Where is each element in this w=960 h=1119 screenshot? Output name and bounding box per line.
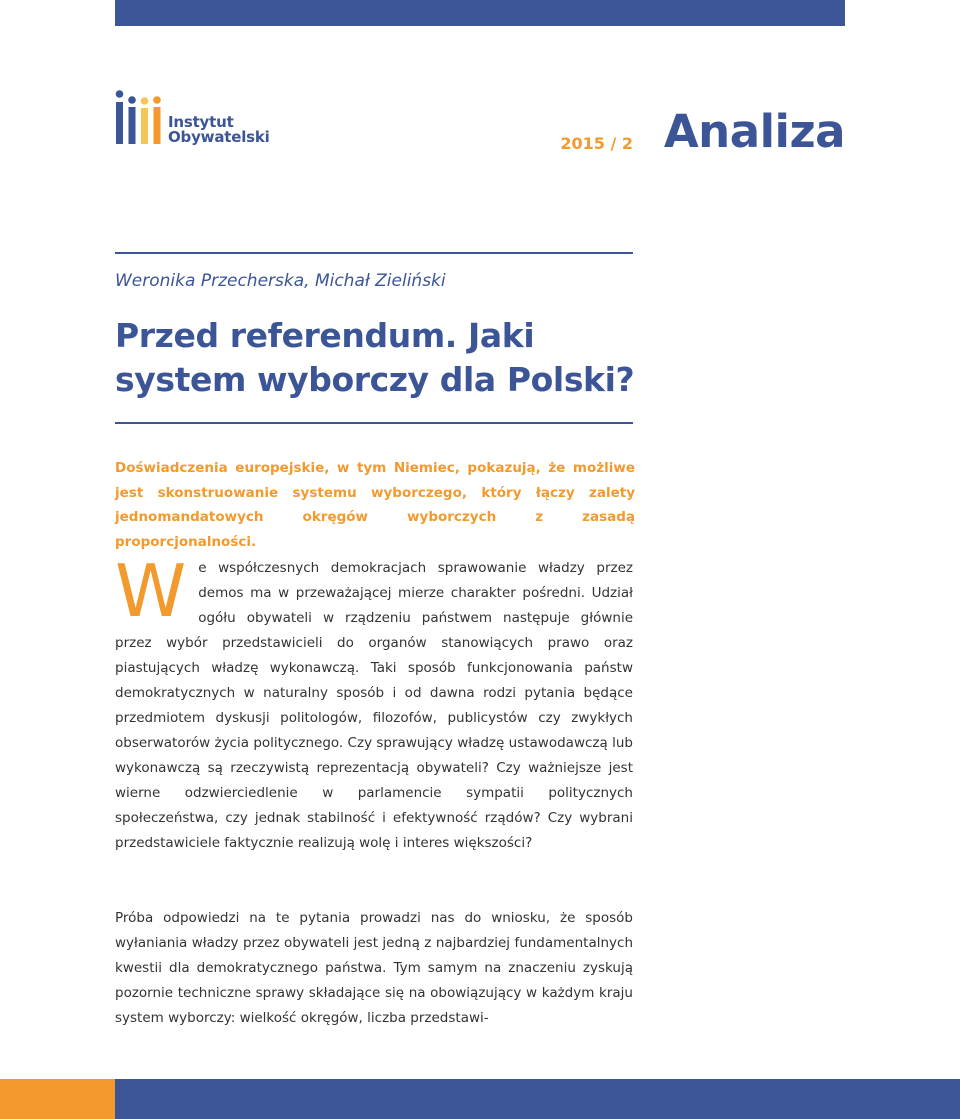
authors: Weronika Przecherska, Michał Zieliński — [115, 271, 446, 291]
instytut-obywatelski-logo — [115, 90, 285, 150]
footer-bar — [0, 1079, 960, 1119]
footer-accent — [0, 1079, 115, 1119]
body-paragraph-1 — [115, 549, 633, 856]
people-logo-icon — [115, 90, 165, 148]
document-type: Analiza — [663, 105, 845, 158]
logo-wordmark — [168, 115, 270, 145]
drop-cap: W — [115, 549, 187, 633]
body-paragraph-1-text: e współczesnych demokracjach sprawowanie władzy przez demos ma w przeważającej mierze charakter pośredni. Udział ogółu obywateli w rządzeniu państwem następuje głównie przez wybór przedstawicieli do organów stanowiących prawo oraz piastujących władzę wykonawczą. Taki sposób funkcjonowania państw demokratycznych w naturalny sposób i od dawna rodzi pytania będące przedmiotem dyskusji politologów, filozofów, publicystów czy zwykłych obserwatorów życia politycznego. Czy sprawujący władzę ustawodawczą lub wykonawczą są rzeczywistą reprezentacją obywateli? Czy ważniejsze jest wierne odzwierciedlenie w parlamencie sympatii politycznych społeczeństwa, czy jednak stabilność i efektywność rządów? Czy wybrani przedstawiciele faktycznie realizują wolę i interes większości? — [115, 560, 633, 851]
issue-number: 2015 / 2 — [560, 134, 633, 153]
article-title: Przed referendum. Jaki system wyborczy dla Polski? — [115, 316, 635, 399]
logo-line-1: Instytut — [168, 113, 234, 131]
lead-paragraph: Doświadczenia europejskie, w tym Niemiec, pokazują, że możliwe jest skonstruowanie systemu wyborczego, który łączy zalety jednomandatowych okręgów wyborczych z zasadą proporcjonalności. — [115, 460, 635, 550]
body-paragraph-2: Próba odpowiedzi na te pytania prowadzi nas do wniosku, że sposób wyłaniania władzy przez obywateli jest jedną z najbardziej fundamentalnych kwestii dla demokratycznego państwa. Tym samym na znaczeniu zyskują pozornie techniczne sprawy składające się na obowiązujący w każdym kraju system wyborczy: wielkość okręgów, liczba przedstawi- — [115, 910, 633, 1026]
divider-bottom — [115, 422, 633, 424]
top-header-bar — [115, 0, 845, 26]
logo-line-2: Obywatelski — [168, 128, 270, 146]
divider-top — [115, 252, 633, 254]
